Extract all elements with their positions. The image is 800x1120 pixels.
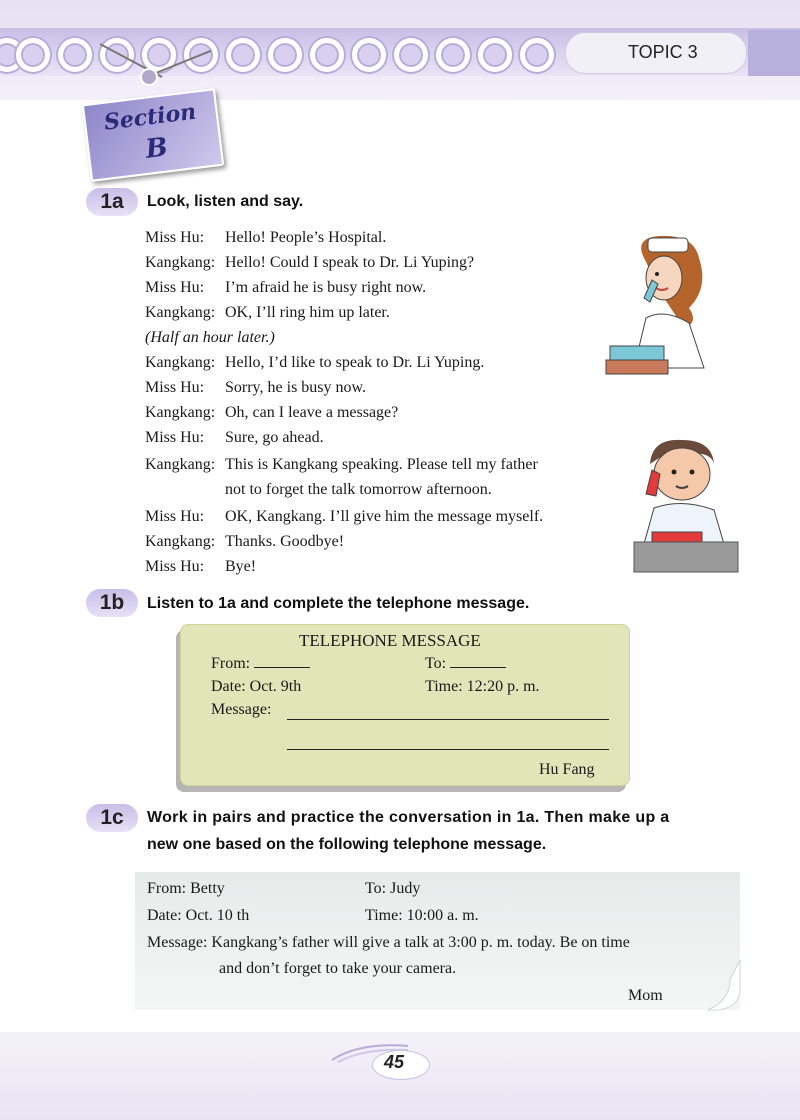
to-label: To: xyxy=(425,655,447,672)
dialogue-text: Thanks. Goodbye! xyxy=(225,533,345,550)
dialogue-text: This is Kangkang speaking. Please tell my father xyxy=(225,456,538,473)
section-card-title: Section xyxy=(102,98,198,136)
page-number: 45 xyxy=(384,1052,405,1072)
telephone-message-note xyxy=(135,872,740,1010)
telephone-message-form xyxy=(180,624,630,786)
page-curl-icon xyxy=(690,960,742,1012)
badge-1b: 1b xyxy=(86,589,138,617)
dialogue-line xyxy=(145,303,390,323)
binder-ring-icon xyxy=(58,38,92,72)
dialogue-line xyxy=(145,428,324,448)
instruction-1b: Listen to 1a and complete the telephone message. xyxy=(147,595,530,612)
dialogue-line xyxy=(145,532,344,552)
note-message-line2: and don’t forget to take your camera. xyxy=(219,960,457,977)
dialogue-line xyxy=(145,557,256,577)
binder-ring-icon xyxy=(436,38,470,72)
date-value: Oct. 9th xyxy=(249,678,302,695)
dialogue-line xyxy=(145,507,543,527)
section-card-letter: B xyxy=(143,132,170,165)
message-blank-line-1[interactable] xyxy=(287,705,609,720)
time-value: 12:20 p. m. xyxy=(466,678,540,695)
binder-ring-icon xyxy=(16,38,50,72)
instruction-1c-line1: Work in pairs and practice the conversation in 1a. Then make up a xyxy=(147,809,670,826)
binder-ring-icon xyxy=(100,38,134,72)
speaker: Kangkang: xyxy=(145,304,216,321)
section-card xyxy=(82,88,225,182)
binder-ring-icon xyxy=(310,38,344,72)
binder-ring-icon xyxy=(352,38,386,72)
time-label: Time: xyxy=(425,678,463,695)
dialogue-text: Hello! Could I speak to Dr. Li Yuping? xyxy=(225,254,475,271)
instruction-1c-line2: new one based on the following telephone message. xyxy=(147,836,547,853)
speaker: Miss Hu: xyxy=(145,508,205,525)
binder-ring-icon xyxy=(226,38,260,72)
topic-tab xyxy=(748,30,800,76)
dialogue-line xyxy=(145,353,484,373)
note-signature: Mom xyxy=(628,987,663,1004)
note-date: Date: Oct. 10 th xyxy=(147,907,250,924)
note-time: Time: 10:00 a. m. xyxy=(365,907,479,924)
dialogue-line xyxy=(145,278,426,298)
dialogue-text: Sorry, he is busy now. xyxy=(225,379,367,396)
speaker: Miss Hu: xyxy=(145,558,205,575)
dialogue-text: I’m afraid he is busy right now. xyxy=(225,279,427,296)
dialogue-line xyxy=(145,253,474,273)
dialogue-text: Bye! xyxy=(225,558,257,575)
speaker: Miss Hu: xyxy=(145,229,205,246)
dialogue-line xyxy=(145,455,538,475)
dialogue-line xyxy=(145,328,275,348)
dialogue-text: OK, I’ll ring him up later. xyxy=(225,304,390,321)
instruction-1a: Look, listen and say. xyxy=(147,193,304,210)
stage-direction: (Half an hour later.) xyxy=(145,329,275,346)
dialogue-line xyxy=(145,378,366,398)
dialogue-text: Oh, can I leave a message? xyxy=(225,404,399,421)
from-blank[interactable] xyxy=(254,653,310,668)
message-blank-line-2[interactable] xyxy=(287,735,609,750)
topic-label: TOPIC 3 xyxy=(628,42,698,62)
speaker: Miss Hu: xyxy=(145,279,205,296)
to-field xyxy=(425,653,506,673)
form-title: TELEPHONE MESSAGE xyxy=(299,631,481,650)
speaker: Miss Hu: xyxy=(145,429,205,446)
message-label: Message: xyxy=(211,701,272,718)
speaker: Kangkang: xyxy=(145,533,216,550)
dialogue-text: not to forget the talk tomorrow afternoon. xyxy=(225,481,492,498)
binder-ring-icon xyxy=(394,38,428,72)
binder-ring-icon xyxy=(268,38,302,72)
dialogue-line xyxy=(145,403,398,423)
speaker: Kangkang: xyxy=(145,254,216,271)
speaker: Kangkang: xyxy=(145,404,216,421)
boy-on-phone-illustration xyxy=(632,434,742,574)
nurse-on-phone-illustration xyxy=(604,228,724,378)
speaker: Kangkang: xyxy=(145,354,216,371)
speaker: Miss Hu: xyxy=(145,379,205,396)
pin-icon xyxy=(140,68,158,86)
badge-1c: 1c xyxy=(86,804,138,832)
dialogue-text: Sure, go ahead. xyxy=(225,429,324,446)
note-message-line1: Message: Kangkang’s father will give a talk at 3:00 p. m. today. Be on time xyxy=(147,934,630,951)
note-from: From: Betty xyxy=(147,880,225,897)
dialogue-text: Hello! People’s Hospital. xyxy=(225,229,387,246)
from-field xyxy=(211,653,310,673)
dialogue-line xyxy=(145,480,492,500)
badge-1a: 1a xyxy=(86,188,138,216)
form-signature: Hu Fang xyxy=(539,761,595,778)
from-label: From: xyxy=(211,655,251,672)
speaker: Kangkang: xyxy=(145,456,216,473)
binder-ring-icon xyxy=(478,38,512,72)
date-field xyxy=(211,678,301,696)
dialogue-line xyxy=(145,228,386,248)
dialogue-text: OK, Kangkang. I’ll give him the message myself. xyxy=(225,508,544,525)
dialogue-text: Hello, I’d like to speak to Dr. Li Yuping. xyxy=(225,354,485,371)
time-field xyxy=(425,678,540,696)
date-label: Date: xyxy=(211,678,246,695)
note-to: To: Judy xyxy=(365,880,421,897)
to-blank[interactable] xyxy=(450,653,506,668)
binder-ring-icon xyxy=(520,38,554,72)
